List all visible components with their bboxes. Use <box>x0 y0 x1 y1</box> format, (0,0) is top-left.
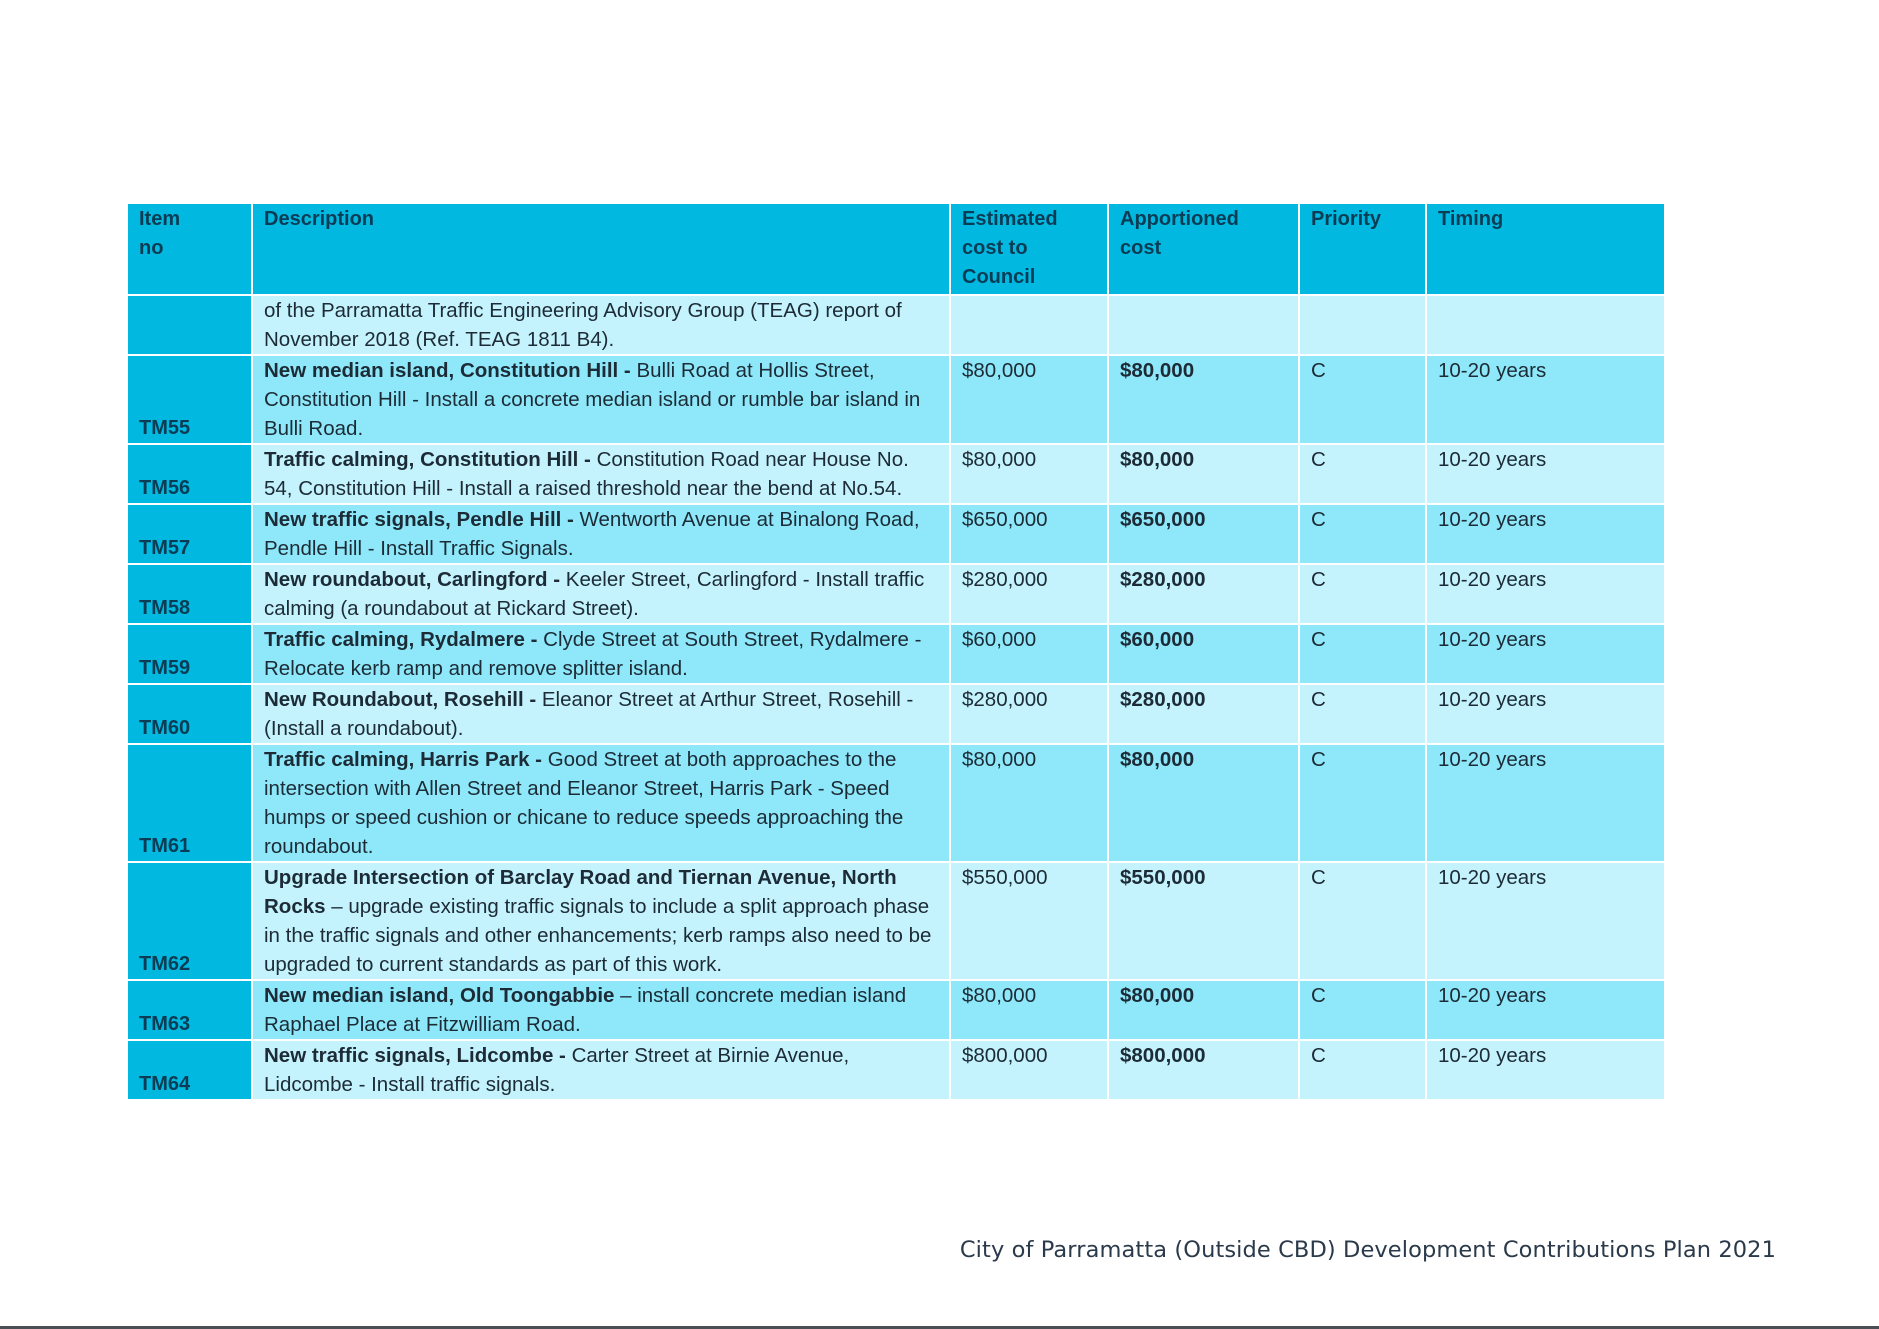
header-estimated-line-3: Council <box>962 266 1036 288</box>
table-row <box>128 444 1664 504</box>
item-number: TM55 <box>128 355 252 444</box>
table-row <box>128 1040 1664 1099</box>
apportioned-cost-cell: $800,000 <box>1108 1040 1299 1099</box>
apportioned-cost-cell: $80,000 <box>1108 744 1299 862</box>
item-cell <box>128 295 252 355</box>
footer-plan-title: City of Parramatta (Outside CBD) Development Contributions Plan 2021 <box>959 1237 1776 1263</box>
description-title: Traffic calming, Harris Park - <box>264 748 543 771</box>
description-text: Good Street at both approaches to the intersection with Allen Street and Eleanor Street, Harris Park - Speed humps or speed cushion or chicane to reduce speeds approaching the roundabout. <box>264 748 904 858</box>
description-title: New traffic signals, Pendle Hill - <box>264 508 574 531</box>
priority-cell <box>1299 295 1426 355</box>
item-number: TM57 <box>128 504 252 564</box>
estimated-cost-cell <box>950 295 1108 355</box>
timing-cell: 10-20 years <box>1426 1040 1664 1099</box>
timing-cell: 10-20 years <box>1426 684 1664 744</box>
priority-cell: C <box>1299 744 1426 862</box>
description-cell <box>252 1040 950 1099</box>
description-text: Wentworth Avenue at Binalong Road, Pendle Hill - Install Traffic Signals. <box>264 508 920 560</box>
table-row <box>128 684 1664 744</box>
estimated-cost-cell: $80,000 <box>950 355 1108 444</box>
timing-cell <box>1426 295 1664 355</box>
table-header-row <box>128 204 1664 295</box>
header-apportioned-line-1: Apportioned <box>1120 208 1239 230</box>
priority-cell: C <box>1299 1040 1426 1099</box>
item-number: TM62 <box>128 862 252 980</box>
item-number: TM64 <box>128 1040 252 1099</box>
apportioned-cost-cell <box>1108 295 1299 355</box>
table-row <box>128 980 1664 1040</box>
apportioned-cost-cell: $280,000 <box>1108 684 1299 744</box>
description-cell <box>252 355 950 444</box>
header-timing: Timing <box>1426 204 1664 295</box>
description-title: New roundabout, Carlingford - <box>264 568 561 591</box>
description-text: Eleanor Street at Arthur Street, Rosehill - (Install a roundabout). <box>264 688 914 740</box>
item-number: TM58 <box>128 564 252 624</box>
description-text: – upgrade existing traffic signals to include a split approach phase in the traffic signals and other enhancements; kerb ramps also need to be upgraded to current standards as part of this work. <box>264 895 932 976</box>
description-title: Traffic calming, Constitution Hill - <box>264 448 591 471</box>
header-apportioned-line-2: cost <box>1120 237 1162 259</box>
header-priority: Priority <box>1299 204 1426 295</box>
description-text: Carter Street at Birnie Avenue, Lidcombe - Install traffic signals. <box>264 1044 850 1096</box>
header-item-no <box>128 204 252 295</box>
estimated-cost-cell: $80,000 <box>950 444 1108 504</box>
table-row <box>128 862 1664 980</box>
estimated-cost-cell: $80,000 <box>950 744 1108 862</box>
item-number: TM63 <box>128 980 252 1040</box>
description-title: New traffic signals, Lidcombe - <box>264 1044 566 1067</box>
timing-cell: 10-20 years <box>1426 744 1664 862</box>
estimated-cost-cell: $280,000 <box>950 684 1108 744</box>
apportioned-cost-cell: $550,000 <box>1108 862 1299 980</box>
description-title: New Roundabout, Rosehill - <box>264 688 537 711</box>
apportioned-cost-cell: $80,000 <box>1108 355 1299 444</box>
apportioned-cost-cell: $650,000 <box>1108 504 1299 564</box>
header-estimated-cost <box>950 204 1108 295</box>
timing-cell: 10-20 years <box>1426 564 1664 624</box>
table-row <box>128 624 1664 684</box>
header-estimated-line-2: cost to <box>962 237 1028 259</box>
apportioned-cost-cell: $280,000 <box>1108 564 1299 624</box>
estimated-cost-cell: $60,000 <box>950 624 1108 684</box>
priority-cell: C <box>1299 980 1426 1040</box>
description-cell <box>252 564 950 624</box>
priority-cell: C <box>1299 504 1426 564</box>
description-title: Upgrade Intersection of Barclay Road and Tiernan Avenue, North Rocks <box>264 866 897 918</box>
header-estimated-line-1: Estimated <box>962 208 1058 230</box>
priority-cell: C <box>1299 684 1426 744</box>
table-row <box>128 744 1664 862</box>
priority-cell: C <box>1299 862 1426 980</box>
apportioned-cost-cell: $80,000 <box>1108 980 1299 1040</box>
priority-cell: C <box>1299 355 1426 444</box>
estimated-cost-cell: $650,000 <box>950 504 1108 564</box>
description-cell <box>252 504 950 564</box>
description-text: Bulli Road at Hollis Street, Constitution Hill - Install a concrete median island or rumble bar island in Bulli Road. <box>264 359 921 440</box>
header-item-line-1: Item <box>139 208 181 230</box>
estimated-cost-cell: $80,000 <box>950 980 1108 1040</box>
table-row <box>128 564 1664 624</box>
description-cell: of the Parramatta Traffic Engineering Advisory Group (TEAG) report of November 2018 (Ref. TEAG 1811 B4). <box>252 295 950 355</box>
item-number: TM61 <box>128 744 252 862</box>
timing-cell: 10-20 years <box>1426 355 1664 444</box>
item-number: TM60 <box>128 684 252 744</box>
estimated-cost-cell: $800,000 <box>950 1040 1108 1099</box>
description-title: New median island, Constitution Hill - <box>264 359 631 382</box>
apportioned-cost-cell: $60,000 <box>1108 624 1299 684</box>
estimated-cost-cell: $280,000 <box>950 564 1108 624</box>
timing-cell: 10-20 years <box>1426 862 1664 980</box>
header-description: Description <box>252 204 950 295</box>
timing-cell: 10-20 years <box>1426 504 1664 564</box>
description-text: Keeler Street, Carlingford - Install traffic calming (a roundabout at Rickard Street). <box>264 568 925 620</box>
description-text: – install concrete median island Raphael Place at Fitzwilliam Road. <box>264 984 907 1036</box>
header-item-line-2: no <box>139 237 164 259</box>
item-number: TM56 <box>128 444 252 504</box>
description-cell <box>252 980 950 1040</box>
continuation-row <box>128 295 1664 355</box>
description-text: Clyde Street at South Street, Rydalmere - Relocate kerb ramp and remove splitter island. <box>264 628 922 680</box>
timing-cell: 10-20 years <box>1426 444 1664 504</box>
works-schedule-table <box>128 204 1664 1099</box>
table-row <box>128 504 1664 564</box>
description-title: New median island, Old Toongabbie <box>264 984 615 1007</box>
item-number: TM59 <box>128 624 252 684</box>
description-title: Traffic calming, Rydalmere - <box>264 628 538 651</box>
description-text: Constitution Road near House No. 54, Constitution Hill - Install a raised threshold near the bend at No.54. <box>264 448 909 500</box>
estimated-cost-cell: $550,000 <box>950 862 1108 980</box>
priority-cell: C <box>1299 444 1426 504</box>
description-cell <box>252 444 950 504</box>
apportioned-cost-cell: $80,000 <box>1108 444 1299 504</box>
table-row <box>128 355 1664 444</box>
description-cell <box>252 624 950 684</box>
timing-cell: 10-20 years <box>1426 624 1664 684</box>
priority-cell: C <box>1299 564 1426 624</box>
description-cell <box>252 862 950 980</box>
header-apportioned-cost <box>1108 204 1299 295</box>
priority-cell: C <box>1299 624 1426 684</box>
description-cell <box>252 744 950 862</box>
description-cell <box>252 684 950 744</box>
timing-cell: 10-20 years <box>1426 980 1664 1040</box>
